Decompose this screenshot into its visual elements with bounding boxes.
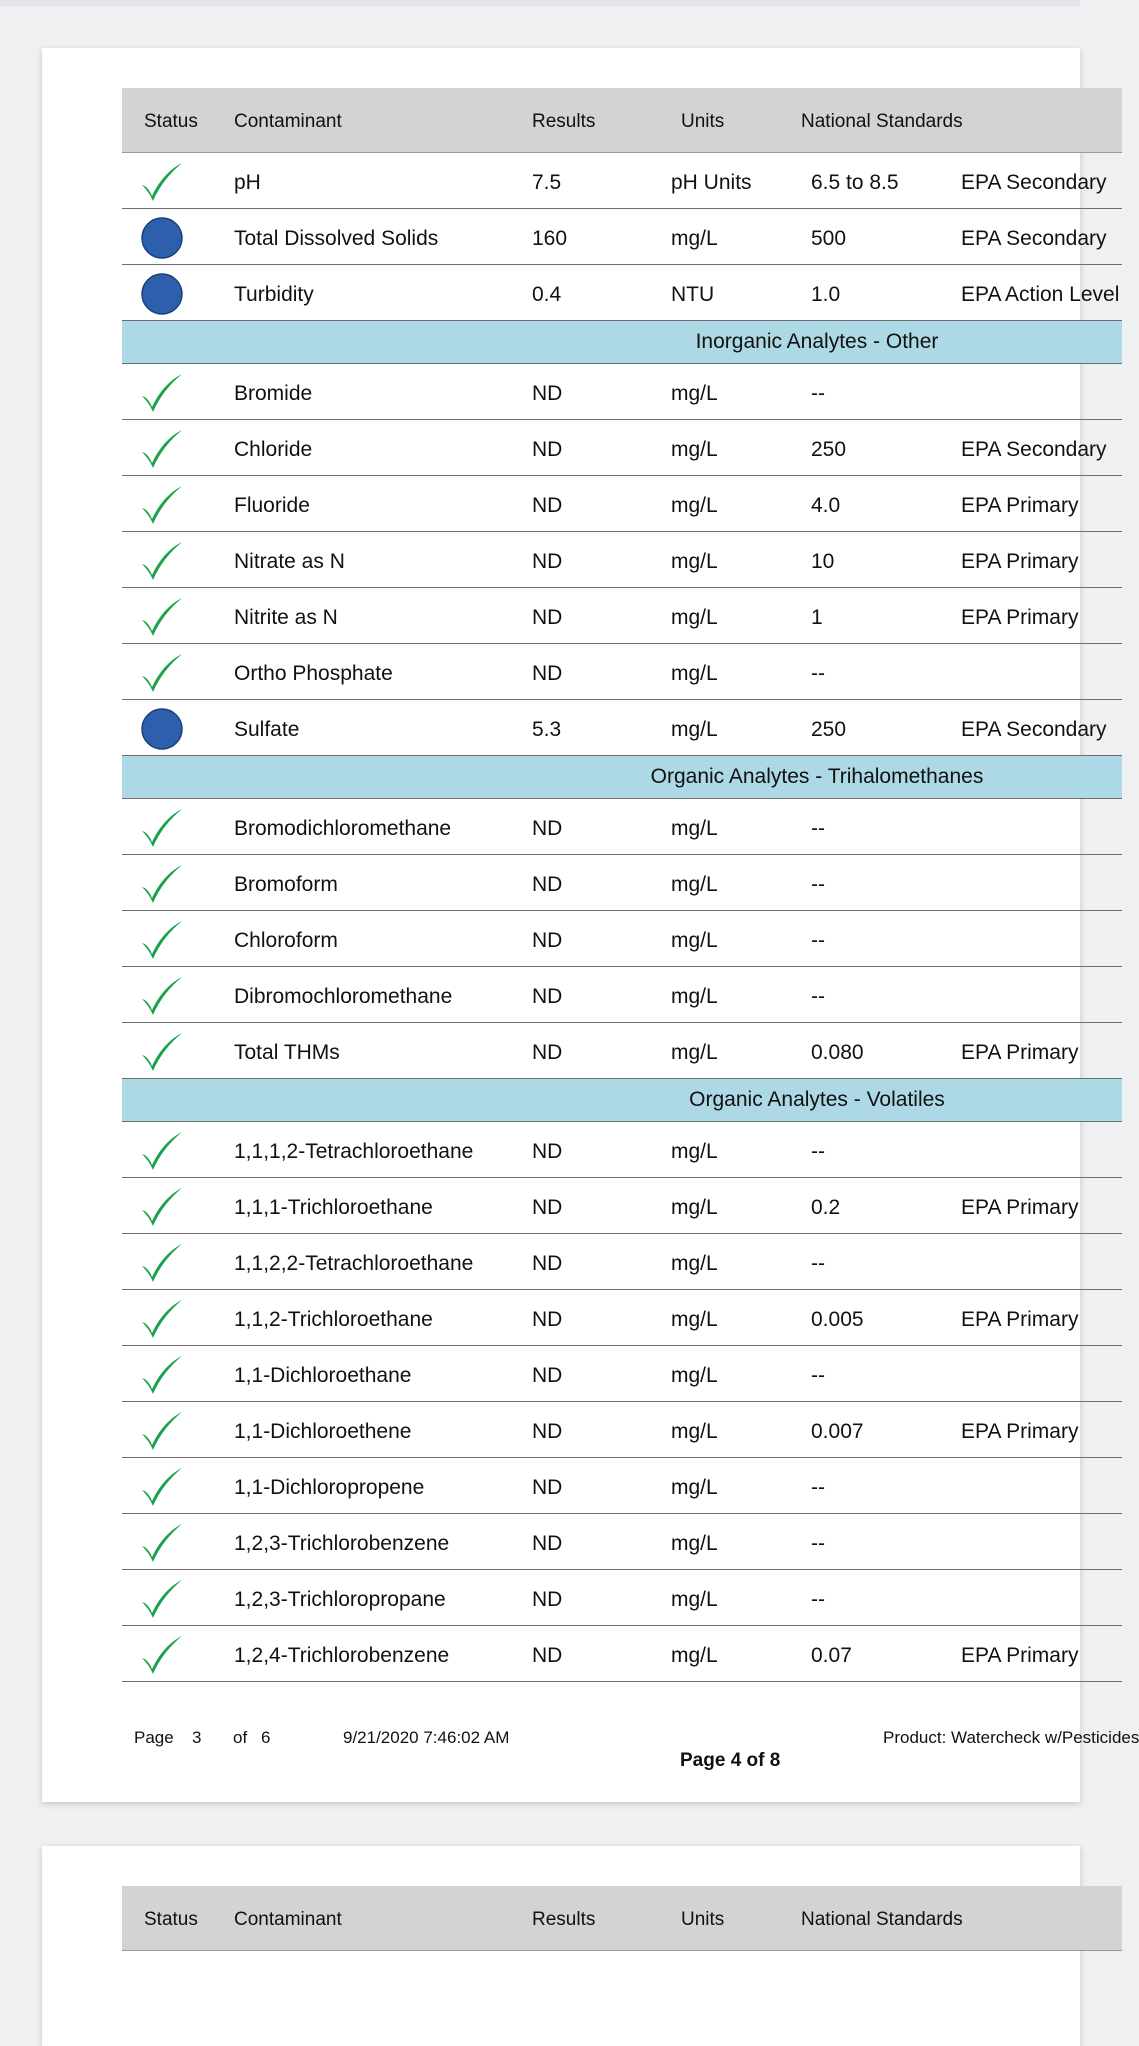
section-title: Inorganic Analytes - Other — [695, 330, 939, 353]
result-cell: ND — [532, 1140, 563, 1163]
result-cell: ND — [532, 985, 563, 1008]
result-cell: 0.4 — [532, 283, 562, 306]
result-cell: ND — [532, 873, 563, 896]
contaminant-cell: Sulfate — [234, 718, 300, 741]
result-cell: ND — [532, 1644, 563, 1667]
viewer-top-edge — [0, 0, 1080, 6]
checkmark-icon — [140, 650, 184, 694]
result-cell: ND — [532, 662, 563, 685]
header-units: Units — [681, 111, 725, 132]
contaminant-cell: Chloroform — [234, 929, 338, 952]
checkmark-icon — [140, 973, 184, 1017]
standard-cell: 500 — [811, 227, 847, 250]
units-cell: mg/L — [671, 382, 718, 405]
standard-cell: 6.5 to 8.5 — [811, 171, 899, 194]
result-cell: ND — [532, 550, 563, 573]
contaminant-cell: Nitrite as N — [234, 606, 338, 629]
checkmark-icon — [140, 426, 184, 470]
units-cell: mg/L — [671, 1476, 718, 1499]
table-row — [122, 1458, 1122, 1514]
next-header-results: Results — [532, 1909, 596, 1930]
units-cell: mg/L — [671, 1308, 718, 1331]
contaminant-cell: 1,1-Dichloropropene — [234, 1476, 425, 1499]
contaminant-cell: Total THMs — [234, 1041, 340, 1064]
contaminant-cell: Turbidity — [234, 283, 314, 306]
page-footer — [42, 1728, 1139, 1788]
section-header — [122, 756, 1122, 799]
result-cell: 7.5 — [532, 171, 562, 194]
standard-cell: 0.07 — [811, 1644, 852, 1667]
header-status: Status — [144, 111, 198, 132]
agency-cell: EPA Secondary — [961, 718, 1107, 741]
table-row — [122, 420, 1122, 476]
units-cell: mg/L — [671, 873, 718, 896]
next-header-national-standards: National Standards — [801, 1909, 963, 1930]
units-cell: mg/L — [671, 817, 718, 840]
standard-cell: 1.0 — [811, 283, 841, 306]
checkmark-icon — [140, 1464, 184, 1508]
units-cell: mg/L — [671, 494, 718, 517]
checkmark-icon — [140, 482, 184, 526]
contaminant-cell: 1,1-Dichloroethane — [234, 1364, 412, 1387]
result-cell: ND — [532, 606, 563, 629]
table-row — [122, 1023, 1122, 1079]
table-row — [122, 588, 1122, 644]
result-cell: ND — [532, 817, 563, 840]
table-row — [122, 1234, 1122, 1290]
contaminant-cell: Bromodichloromethane — [234, 817, 452, 840]
standard-cell: -- — [811, 873, 825, 896]
standard-cell: -- — [811, 1140, 825, 1163]
units-cell: mg/L — [671, 1252, 718, 1275]
header-results: Results — [532, 111, 596, 132]
table-row — [122, 476, 1122, 532]
table-row — [122, 1346, 1122, 1402]
blue-circle-icon — [140, 706, 184, 750]
units-cell: mg/L — [671, 1532, 718, 1555]
standard-cell: 4.0 — [811, 494, 841, 517]
contaminant-cell: 1,1-Dichloroethene — [234, 1420, 412, 1443]
units-cell: mg/L — [671, 985, 718, 1008]
agency-cell: EPA Primary — [961, 550, 1079, 573]
table-row — [122, 1122, 1122, 1178]
agency-cell: EPA Primary — [961, 1196, 1079, 1219]
footer-page-total: 6 — [261, 1728, 271, 1747]
table-row — [122, 532, 1122, 588]
contaminant-cell: Ortho Phosphate — [234, 662, 393, 685]
standard-cell: -- — [811, 662, 825, 685]
units-cell: mg/L — [671, 1364, 718, 1387]
checkmark-icon — [140, 370, 184, 414]
contaminant-cell: Dibromochloromethane — [234, 985, 453, 1008]
agency-cell: EPA Primary — [961, 1308, 1079, 1331]
table-header — [122, 88, 1122, 153]
table-row — [122, 700, 1122, 756]
checkmark-icon — [140, 1184, 184, 1228]
checkmark-icon — [140, 917, 184, 961]
table-row — [122, 855, 1122, 911]
next-header-contaminant: Contaminant — [234, 1909, 342, 1930]
section-header — [122, 321, 1122, 364]
contaminant-cell: 1,1,2,2-Tetrachloroethane — [234, 1252, 474, 1275]
agency-cell: EPA Primary — [961, 1644, 1079, 1667]
blue-circle-icon — [140, 215, 184, 259]
agency-cell: EPA Secondary — [961, 171, 1107, 194]
checkmark-icon — [140, 805, 184, 849]
contaminant-cell: Bromoform — [234, 873, 338, 896]
units-cell: pH Units — [671, 171, 752, 194]
units-cell: mg/L — [671, 438, 718, 461]
checkmark-icon — [140, 538, 184, 582]
checkmark-icon — [140, 594, 184, 638]
results-table — [122, 88, 1122, 1682]
units-cell: mg/L — [671, 1196, 718, 1219]
header-contaminant: Contaminant — [234, 111, 342, 132]
result-cell: ND — [532, 1532, 563, 1555]
standard-cell: 0.007 — [811, 1420, 864, 1443]
contaminant-cell: Bromide — [234, 382, 313, 405]
contaminant-cell: Total Dissolved Solids — [234, 227, 439, 250]
contaminant-cell: pH — [234, 171, 261, 194]
units-cell: mg/L — [671, 1420, 718, 1443]
units-cell: mg/L — [671, 1588, 718, 1611]
contaminant-cell: 1,1,1,2-Tetrachloroethane — [234, 1140, 474, 1163]
table-row — [122, 967, 1122, 1023]
table-row — [122, 1514, 1122, 1570]
contaminant-cell: 1,1,2-Trichloroethane — [234, 1308, 433, 1331]
table-row — [122, 799, 1122, 855]
table-row — [122, 1570, 1122, 1626]
table-row — [122, 1402, 1122, 1458]
result-cell: ND — [532, 438, 563, 461]
blue-circle-icon — [140, 271, 184, 315]
next-results-table — [122, 1886, 1122, 1951]
table-row — [122, 209, 1122, 265]
standard-cell: -- — [811, 1476, 825, 1499]
footer-timestamp: 9/21/2020 7:46:02 AM — [343, 1728, 510, 1747]
footer-page-current: 3 — [192, 1728, 202, 1747]
table-row — [122, 265, 1122, 321]
agency-cell: EPA Secondary — [961, 438, 1107, 461]
contaminant-cell: 1,2,4-Trichlorobenzene — [234, 1644, 450, 1667]
units-cell: mg/L — [671, 1041, 718, 1064]
contaminant-cell: 1,2,3-Trichlorobenzene — [234, 1532, 450, 1555]
contaminant-cell: 1,2,3-Trichloropropane — [234, 1588, 446, 1611]
section-title: Organic Analytes - Trihalomethanes — [650, 765, 984, 788]
table-row — [122, 1626, 1122, 1682]
contaminant-cell: 1,1,1-Trichloroethane — [234, 1196, 433, 1219]
standard-cell: -- — [811, 817, 825, 840]
table-row — [122, 364, 1122, 420]
table-row — [122, 153, 1122, 209]
contaminant-cell: Nitrate as N — [234, 550, 345, 573]
units-cell: mg/L — [671, 718, 718, 741]
table-row — [122, 644, 1122, 700]
checkmark-icon — [140, 1408, 184, 1452]
table-row — [122, 911, 1122, 967]
units-cell: mg/L — [671, 1644, 718, 1667]
agency-cell: EPA Primary — [961, 606, 1079, 629]
standard-cell: -- — [811, 382, 825, 405]
checkmark-icon — [140, 1128, 184, 1172]
next-header-status: Status — [144, 1909, 198, 1930]
contaminant-cell: Fluoride — [234, 494, 310, 517]
agency-cell: EPA Primary — [961, 494, 1079, 517]
agency-cell: EPA Primary — [961, 1041, 1079, 1064]
next-header-units: Units — [681, 1909, 725, 1930]
checkmark-icon — [140, 1029, 184, 1073]
result-cell: ND — [532, 1041, 563, 1064]
standard-cell: 0.005 — [811, 1308, 864, 1331]
checkmark-icon — [140, 1296, 184, 1340]
agency-cell: EPA Secondary — [961, 227, 1107, 250]
standard-cell: 10 — [811, 550, 835, 573]
units-cell: mg/L — [671, 1140, 718, 1163]
standard-cell: 0.080 — [811, 1041, 864, 1064]
table-row — [122, 1178, 1122, 1234]
units-cell: mg/L — [671, 662, 718, 685]
checkmark-icon — [140, 1240, 184, 1284]
result-cell: ND — [532, 1252, 563, 1275]
checkmark-icon — [140, 159, 184, 203]
result-cell: ND — [532, 1364, 563, 1387]
checkmark-icon — [140, 1632, 184, 1676]
units-cell: mg/L — [671, 550, 718, 573]
table-body — [122, 153, 1122, 1682]
table-row — [122, 1290, 1122, 1346]
viewer-page-indicator: Page 4 of 8 — [680, 1750, 781, 1771]
units-cell: mg/L — [671, 227, 718, 250]
standard-cell: 0.2 — [811, 1196, 841, 1219]
result-cell: 5.3 — [532, 718, 562, 741]
standard-cell: 250 — [811, 718, 847, 741]
result-cell: ND — [532, 1476, 563, 1499]
units-cell: mg/L — [671, 606, 718, 629]
contaminant-cell: Chloride — [234, 438, 313, 461]
standard-cell: -- — [811, 1532, 825, 1555]
standard-cell: 1 — [811, 606, 823, 629]
result-cell: ND — [532, 1196, 563, 1219]
header-national-standards: National Standards — [801, 111, 963, 132]
document-page — [42, 48, 1139, 1802]
checkmark-icon — [140, 1576, 184, 1620]
result-cell: ND — [532, 382, 563, 405]
standard-cell: -- — [811, 929, 825, 952]
checkmark-icon — [140, 861, 184, 905]
standard-cell: -- — [811, 1588, 825, 1611]
result-cell: 160 — [532, 227, 568, 250]
units-cell: NTU — [671, 283, 715, 306]
standard-cell: 250 — [811, 438, 847, 461]
standard-cell: -- — [811, 1364, 825, 1387]
result-cell: ND — [532, 1588, 563, 1611]
standard-cell: -- — [811, 985, 825, 1008]
result-cell: ND — [532, 929, 563, 952]
next-table-header — [122, 1886, 1122, 1951]
result-cell: ND — [532, 494, 563, 517]
section-header — [122, 1079, 1122, 1122]
agency-cell: EPA Action Level — [961, 283, 1120, 306]
checkmark-icon — [140, 1352, 184, 1396]
footer-page-label: Page — [134, 1728, 174, 1747]
next-document-page — [42, 1846, 1080, 2046]
checkmark-icon — [140, 1520, 184, 1564]
result-cell: ND — [532, 1308, 563, 1331]
result-cell: ND — [532, 1420, 563, 1443]
footer-product: Product: Watercheck w/Pesticides — [883, 1728, 1139, 1747]
agency-cell: EPA Primary — [961, 1420, 1079, 1443]
section-title: Organic Analytes - Volatiles — [689, 1088, 945, 1111]
standard-cell: -- — [811, 1252, 825, 1275]
units-cell: mg/L — [671, 929, 718, 952]
footer-of-label: of — [233, 1728, 248, 1747]
